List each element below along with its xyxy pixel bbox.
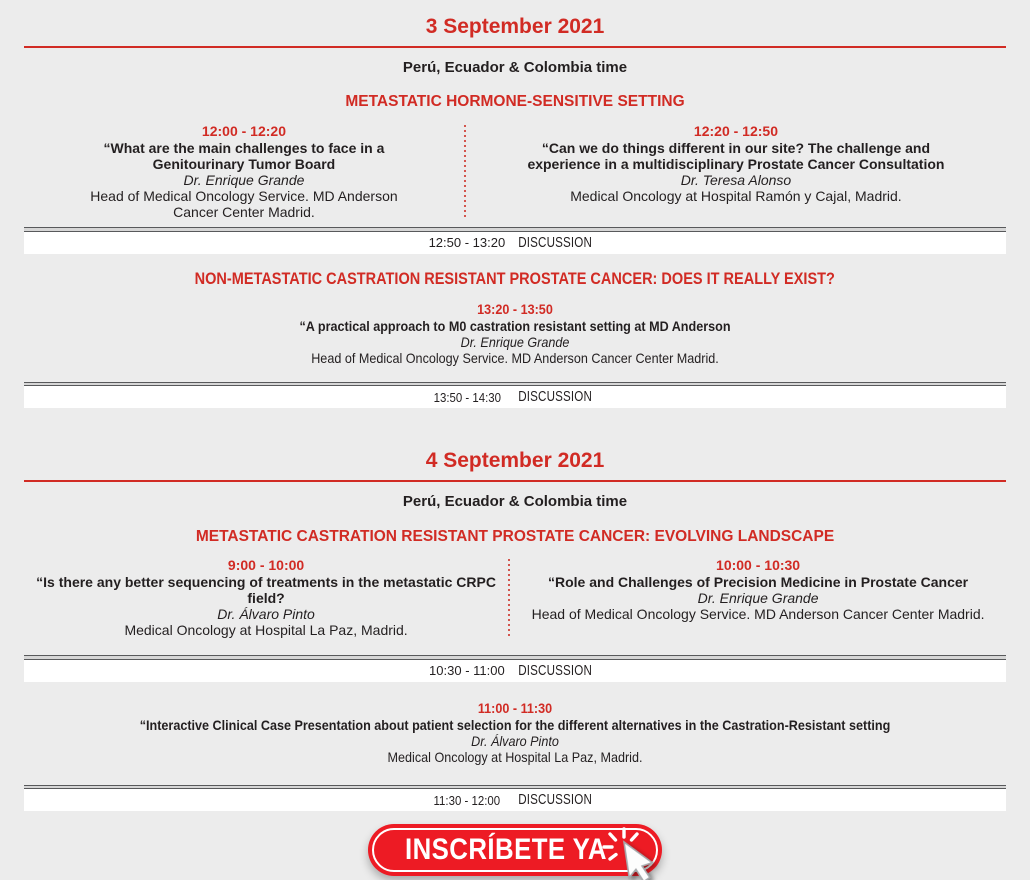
session-title: “Can we do things different in our site? The challenge and experience in a multidisciplinary Prostate Cancer Consultation: [527, 140, 945, 172]
day1-red-rule: [24, 46, 1006, 48]
session-speaker: Dr. Enrique Grande: [183, 172, 305, 188]
discussion-label: DISCUSSION: [517, 662, 592, 679]
session-speaker: Dr. Álvaro Pinto: [217, 606, 315, 622]
discussion-time: 10:30 - 11:00: [429, 663, 505, 678]
session-affiliation: Head of Medical Oncology Service. MD Anderson Cancer Center Madrid.: [311, 349, 719, 366]
day1-section: [0, 0, 1030, 408]
day2-section1-title: METASTATIC CASTRATION RESISTANT PROSTATE CANCER: EVOLVING LANDSCAPE: [195, 528, 835, 545]
session-time: 9:00 - 10:00: [227, 557, 305, 573]
discussion-label: DISCUSSION: [518, 234, 593, 251]
session-affiliation: Head of Medical Oncology Service. MD Anderson Cancer Center Madrid.: [90, 188, 398, 220]
session-card: [24, 123, 464, 220]
day2-red-rule: [24, 480, 1006, 482]
discussion-bar: [24, 655, 1006, 682]
cursor-click-icon: [600, 828, 658, 880]
discussion-bar: [24, 227, 1006, 254]
day1-section1-title: METASTATIC HORMONE-SENSITIVE SETTING: [345, 93, 685, 110]
cta-label: INSCRÍBETE YA: [404, 833, 607, 866]
inscribete-button[interactable]: [368, 824, 662, 876]
session-card: [466, 123, 1006, 204]
day1-timezone: Perú, Ecuador & Colombia time: [402, 59, 628, 76]
cta-container: [0, 824, 1030, 876]
session-speaker: Dr. Teresa Alonso: [680, 172, 792, 188]
discussion-bar: [24, 382, 1006, 409]
session-title: “Role and Challenges of Precision Medicine in Prostate Cancer: [548, 574, 969, 590]
session-title: “What are the main challenges to face in a Genitourinary Tumor Board: [103, 140, 385, 172]
day1-section2-title: NON-METASTATIC CASTRATION RESISTANT PROSTATE CANCER: DOES IT REALLY EXIST?: [194, 269, 836, 288]
session-affiliation: Head of Medical Oncology Service. MD Anderson Cancer Center Madrid.: [531, 606, 985, 622]
discussion-time: 11:30 - 12:00: [433, 792, 501, 808]
day2-sessions-row: [24, 557, 1006, 638]
session-affiliation: Medical Oncology at Hospital La Paz, Madrid.: [124, 622, 408, 638]
session-title: “Interactive Clinical Case Presentation about patient selection for the different alternatives in the Castration-Resistant setting: [139, 716, 891, 733]
day2-date-heading: 4 September 2021: [425, 449, 605, 472]
session-affiliation: Medical Oncology at Hospital La Paz, Madrid.: [387, 748, 643, 765]
discussion-label: DISCUSSION: [518, 389, 593, 405]
session-card: [24, 557, 508, 638]
session-affiliation: Medical Oncology at Hospital Ramón y Cajal, Madrid.: [570, 188, 902, 204]
discussion-time: 12:50 - 13:20: [428, 235, 506, 250]
discussion-time: 13:50 - 14:30: [433, 389, 501, 405]
session-card: [510, 557, 1006, 622]
session-time: 10:00 - 10:30: [716, 557, 801, 573]
day1-sessions-row: [24, 123, 1006, 220]
discussion-bar: [24, 785, 1006, 812]
session-time: 12:20 - 12:50: [693, 123, 778, 139]
discussion-label: DISCUSSION: [517, 792, 592, 808]
day1-date-heading: 3 September 2021: [425, 15, 605, 38]
session-speaker: Dr. Álvaro Pinto: [471, 732, 559, 749]
day2-section: [0, 449, 1030, 811]
day2-timezone: Perú, Ecuador & Colombia time: [402, 493, 628, 510]
session-card: [52, 301, 979, 366]
session-time: 12:00 - 12:20: [201, 123, 286, 139]
session-title: “A practical approach to M0 castration resistant setting at MD Anderson: [299, 317, 731, 334]
session-time: 11:00 - 11:30: [477, 699, 553, 716]
session-speaker: Dr. Enrique Grande: [460, 333, 570, 350]
session-title: “Is there any better sequencing of treatments in the metastatic CRPC field?: [36, 574, 496, 606]
session-card: [52, 700, 979, 765]
session-time: 13:20 - 13:50: [477, 300, 553, 317]
session-speaker: Dr. Enrique Grande: [697, 590, 819, 606]
